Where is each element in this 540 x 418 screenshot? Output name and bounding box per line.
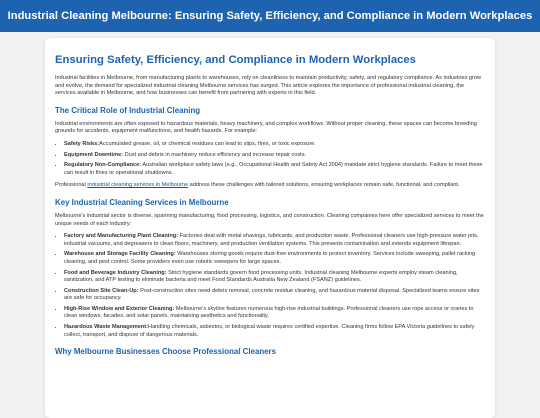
section-heading-critical-role: The Critical Role of Industrial Cleaning [55,105,201,115]
article-title: Ensuring Safety, Efficiency, and Compliance in Modern Workplaces [55,54,416,66]
list-item [64,162,485,177]
list-item-text: Handling chemicals, asbestos, or biological waste requires certified expertise. Cleaning firms follow EPA Victoria guidelines to safely collect, transport, and dispose of dangerous materials. [64,324,475,338]
list-item-label: Equipment Downtime: [64,151,124,158]
list-item [64,233,485,248]
intro-paragraph: Industrial facilities in Melbourne, from manufacturing plants to warehouses, rely on cleanliness to maintain productivity, safety, and regulatory compliance. As industries grow and evolve, the demand for specialized industrial cleaning Melbourne services has surged. This article explores the importance of professional industrial cleaning, the services available in Melbourne, and how businesses can benefit from partnering with experts in this field. [55,75,482,97]
section-paragraph: Melbourne's industrial sector is diverse, spanning manufacturing, food processing, logistics, and construction. Cleaning companies here offer specialized services to meet the unique needs of each industry: [55,212,484,227]
list-item-text: Strict hygiene standards govern food processing units. Industrial cleaning Melbourne experts employ steam cleaning, sanitization, and ATP testing to eliminate bacteria and meet Food Standards Australia New Zealand (FSANZ) guidelines. [64,269,458,284]
list-item [64,141,485,149]
list-item [64,251,485,266]
list-item-text: Warehouses storing goods require dust-free environments to protect inventory. Services include sweeping, pallet racking cleaning, and pest control. Some providers even use robotic sweepers for large spaces. [64,251,476,265]
list-item-text: Australian workplace safety laws (e.g., Occupational Health and Safety Act 2004) mandate strict hygiene standards. Failure to meet these can result in fines or operational shutdowns. [64,162,483,176]
list-item-text: Post-construction sites need debris removal, concrete residue cleaning, and hazardous material disposal. Specialized teams ensure sites are safe for occupancy. [64,287,480,302]
closing-text-after: address these challenges with tailored solutions, ensuring workplaces remain safe, functional, and compliant. [188,182,460,189]
section-heading-key-services: Key Industrial Cleaning Services in Melbourne [55,197,229,207]
list-item-text: Dust and debris in machinery reduce efficiency and increase repair costs. [123,151,307,158]
list-item [64,288,485,303]
list-item-text: Factories deal with metal shavings, lubricants, and production waste. Professional cleaners use high-pressure water jets, industrial vacuums, and degreasers to clean floors, machinery, and production ventilation systems. This prevents contamination and extends equipment lifespan. [64,233,479,247]
services-list [55,233,485,339]
list-item-label: Hazardous Waste Management: [64,324,149,331]
list-item-label: Safety Risks: [64,140,100,147]
list-item-label: Construction Site Clean-Up: [64,287,139,294]
header-title: Industrial Cleaning Melbourne: Ensuring Safety, Efficiency, and Compliance in Modern Workplaces [7,10,533,22]
list-item [64,324,485,339]
list-item-label: Food and Beverage Industry Cleaning: [64,269,167,276]
page-header [0,0,540,32]
section-heading-why-choose: Why Melbourne Businesses Choose Professional Cleaners [55,347,276,357]
list-item [64,306,485,321]
list-item-label: Regulatory Non-Compliance: [64,162,142,169]
industrial-cleaning-services-link[interactable]: industrial cleaning services in Melbourne [87,182,189,189]
list-item-label: High-Rise Window and Exterior Cleaning: [64,305,175,312]
list-item-text: Melbourne's skyline features numerous high-rise industrial buildings. Professional cleaners use rope access or cranes to clean windows, facades, and solar panels, maintaining aesthetics and functionality. [64,305,474,320]
list-item-label: Warehouse and Storage Facility Cleaning: [64,251,176,258]
list-item [64,152,485,160]
risk-list [55,141,485,177]
section-paragraph: Industrial environments are often exposed to hazardous materials, heavy machinery, and complex workflows. Without proper cleaning, these spaces can become breeding grounds for accidents, equipment malfunctions, and health hazards. For example: [55,120,477,135]
list-item-label: Factory and Manufacturing Plant Cleaning: [64,233,179,240]
closing-text-before: Professional [55,182,88,189]
list-item-text: Accumulated grease, oil, or chemical residues can lead to slips, fires, or toxic exposure. [99,140,316,147]
closing-paragraph [55,182,485,190]
article-card [45,38,495,418]
list-item [64,270,485,285]
